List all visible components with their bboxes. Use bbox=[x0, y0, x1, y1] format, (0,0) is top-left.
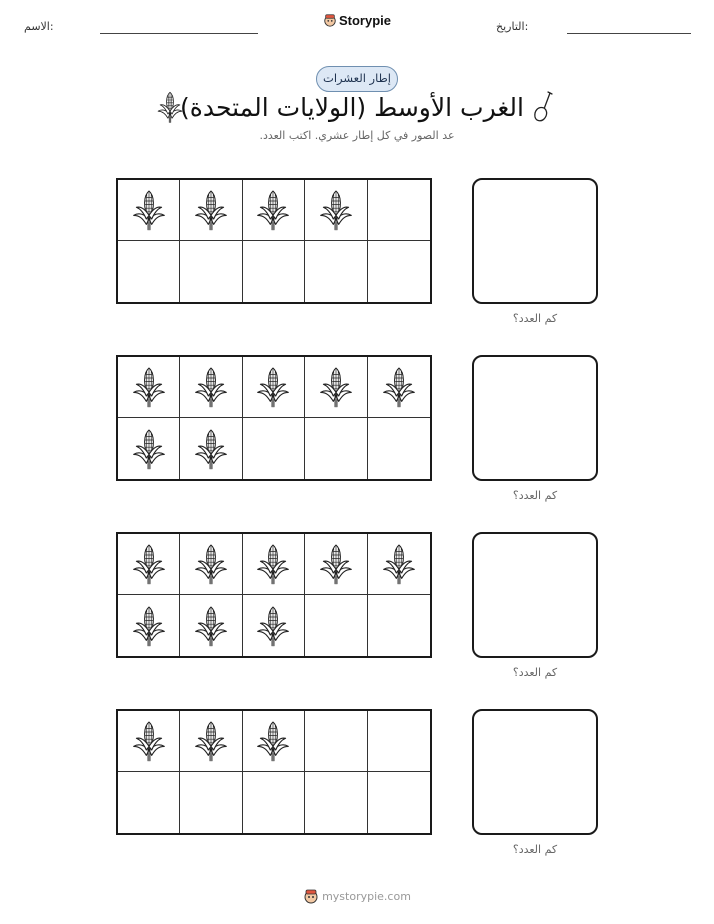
corn-icon bbox=[318, 542, 354, 586]
date-line[interactable] bbox=[567, 33, 691, 34]
ten-frame-cell bbox=[180, 180, 242, 241]
corn-icon bbox=[255, 365, 291, 409]
ten-frame-cell bbox=[243, 418, 305, 479]
ten-frame-cell bbox=[180, 772, 242, 833]
ten-frame-cell bbox=[118, 357, 180, 418]
corn-icon bbox=[193, 365, 229, 409]
storypie-logo-icon bbox=[303, 888, 319, 904]
answer-box[interactable] bbox=[472, 709, 598, 835]
ten-frame-cell bbox=[118, 772, 180, 833]
corn-icon bbox=[318, 188, 354, 232]
corn-icon bbox=[193, 427, 229, 471]
ten-frame-cell bbox=[118, 711, 180, 772]
corn-icon bbox=[131, 604, 167, 648]
ten-frame-cell bbox=[368, 711, 430, 772]
ten-frame bbox=[116, 532, 432, 658]
count-question: كم العدد؟ bbox=[512, 666, 558, 679]
instructions: عد الصور في كل إطار عشري. اكتب العدد. bbox=[259, 129, 455, 142]
ten-frame-cell bbox=[180, 595, 242, 656]
corn-icon bbox=[193, 604, 229, 648]
ten-frame-cell bbox=[118, 180, 180, 241]
ten-frame-cell bbox=[368, 595, 430, 656]
ten-frame-cell bbox=[180, 241, 242, 302]
footer-site: mystorypie.com bbox=[322, 890, 411, 903]
count-question: كم العدد؟ bbox=[512, 312, 558, 325]
page-title: الغرب الأوسط (الولايات المتحدة) bbox=[179, 93, 524, 122]
ten-frame bbox=[116, 709, 432, 835]
ten-frame-cell bbox=[118, 241, 180, 302]
ten-frame-cell bbox=[305, 772, 367, 833]
ten-frame-cell bbox=[305, 357, 367, 418]
corn-icon bbox=[131, 719, 167, 763]
ten-frame-cell bbox=[305, 418, 367, 479]
ten-frame-cell bbox=[118, 534, 180, 595]
date-label: التاريخ: bbox=[496, 20, 529, 33]
ten-frame-cell bbox=[368, 418, 430, 479]
ten-frame-cell bbox=[368, 357, 430, 418]
brand bbox=[0, 13, 714, 28]
ten-frame-cell bbox=[305, 534, 367, 595]
ten-frame-cell bbox=[305, 241, 367, 302]
corn-icon bbox=[255, 604, 291, 648]
ten-frame-cell bbox=[118, 418, 180, 479]
name-line[interactable] bbox=[100, 33, 258, 34]
count-question: كم العدد؟ bbox=[512, 489, 558, 502]
corn-icon bbox=[131, 188, 167, 232]
footer bbox=[0, 888, 714, 904]
storypie-logo-icon bbox=[323, 13, 337, 27]
ten-frame-cell bbox=[180, 357, 242, 418]
name-label: الاسم: bbox=[24, 20, 54, 33]
corn-icon bbox=[255, 188, 291, 232]
ten-frame-cell bbox=[243, 180, 305, 241]
ten-frame bbox=[116, 355, 432, 481]
ten-frame-cell bbox=[180, 418, 242, 479]
corn-icon bbox=[131, 365, 167, 409]
answer-box[interactable] bbox=[472, 178, 598, 304]
ten-frame-cell bbox=[243, 595, 305, 656]
corn-icon bbox=[255, 542, 291, 586]
corn-icon bbox=[381, 542, 417, 586]
ten-frame-cell bbox=[180, 534, 242, 595]
topic-tag: إطار العشرات bbox=[316, 66, 398, 92]
answer-box[interactable] bbox=[472, 355, 598, 481]
corn-icon bbox=[381, 365, 417, 409]
answer-box[interactable] bbox=[472, 532, 598, 658]
ten-frame-cell bbox=[305, 711, 367, 772]
ten-frame-cell bbox=[368, 241, 430, 302]
ten-frame-cell bbox=[305, 180, 367, 241]
corn-icon bbox=[131, 542, 167, 586]
ten-frame-cell bbox=[368, 534, 430, 595]
ten-frame-cell bbox=[180, 711, 242, 772]
corn-icon bbox=[131, 427, 167, 471]
corn-icon bbox=[193, 719, 229, 763]
count-question: كم العدد؟ bbox=[512, 843, 558, 856]
ten-frame-cell bbox=[368, 180, 430, 241]
corn-icon bbox=[318, 365, 354, 409]
ten-frame-cell bbox=[118, 595, 180, 656]
ten-frame-cell bbox=[243, 711, 305, 772]
ten-frame-cell bbox=[305, 595, 367, 656]
ten-frame-cell bbox=[368, 772, 430, 833]
corn-icon bbox=[193, 542, 229, 586]
shovel-icon bbox=[532, 91, 554, 123]
corn-icon bbox=[193, 188, 229, 232]
brand-name: Storypie bbox=[338, 13, 391, 28]
ten-frame bbox=[116, 178, 432, 304]
ten-frame-cell bbox=[243, 534, 305, 595]
ten-frame-cell bbox=[243, 772, 305, 833]
ten-frame-cell bbox=[243, 241, 305, 302]
corn-icon bbox=[255, 719, 291, 763]
ten-frame-cell bbox=[243, 357, 305, 418]
